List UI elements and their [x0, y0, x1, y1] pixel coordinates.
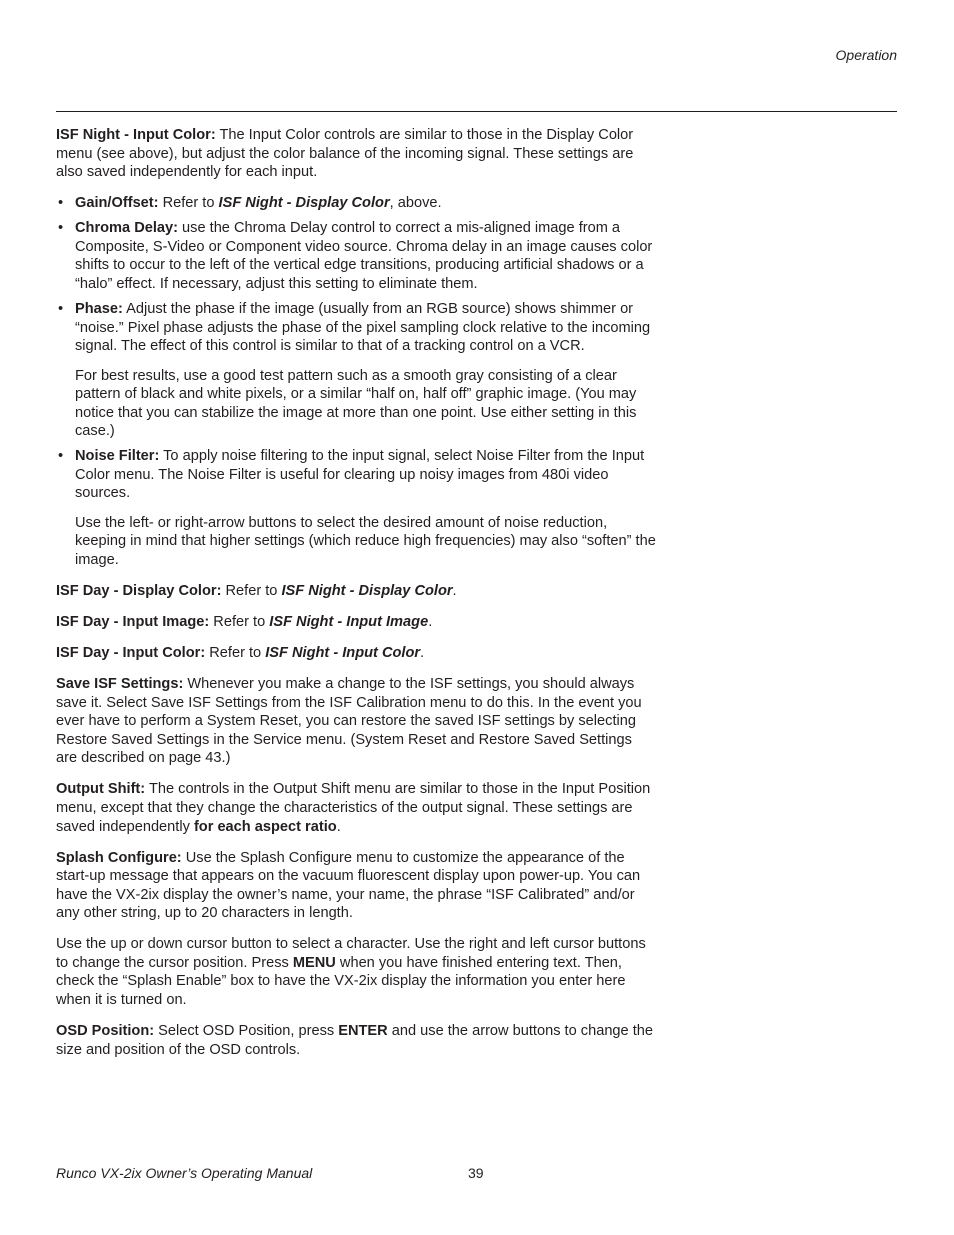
bullet-gain-offset	[56, 194, 656, 213]
footer-manual-title: Runco VX-2ix Owner’s Operating Manual	[56, 1165, 313, 1181]
running-header-section: Operation	[835, 47, 897, 63]
bullet-phase	[56, 300, 656, 441]
osd-position-post: and use the arrow buttons to change the size and position of the OSD controls.	[56, 1023, 654, 1058]
chroma-delay-text: use the Chroma Delay control to correct a mis-aligned image from a Composite, S-Video or Component video source. Chroma delay in an image causes color shifts to occur to the left of the vertical edge transitions, producing artificial shadows or a “halo” effect. If necessary, adjust this setting to eliminate them.	[75, 220, 653, 292]
menu-key-label: MENU	[292, 954, 336, 971]
isf-day-display-color-label: ISF Day - Display Color:	[56, 583, 222, 600]
splash-configure-paragraph	[56, 849, 656, 923]
enter-key-label: ENTER	[338, 1023, 388, 1040]
isf-day-input-color-paragraph	[56, 644, 656, 663]
isf-day-input-image-reference: ISF Night - Input Image	[269, 614, 429, 630]
bullet-chroma-delay	[56, 219, 656, 293]
isf-day-input-color-text: Refer to	[205, 644, 266, 661]
isf-day-input-image-label: ISF Day - Input Image:	[56, 614, 210, 630]
save-isf-settings-label: Save ISF Settings:	[56, 675, 184, 692]
gain-offset-label: Gain/Offset:	[75, 195, 159, 212]
isf-night-input-color-label: ISF Night - Input Color:	[56, 127, 216, 143]
phase-text: Adjust the phase if the image (usually from an RGB source) shows shimmer or “noise.” Pixel phase adjusts the phase of the pixel sampling clock relative to the incoming signal. The effect of this control is similar to that of a tracking control on a VCR.	[75, 300, 651, 355]
noise-filter-sub-paragraph: Use the left- or right-arrow buttons to select the desired amount of noise reduction, keeping in mind that higher settings (which reduce high frequencies) may also “soften” the image.	[75, 514, 656, 569]
input-color-bullet-list	[56, 194, 656, 569]
osd-position-label: OSD Position:	[56, 1023, 155, 1040]
bullet-noise-filter	[56, 447, 656, 569]
noise-filter-label: Noise Filter:	[75, 448, 160, 465]
splash-cursor-post: when you have finished entering text. Then, check the “Splash Enable” box to have the VX-2ix display the information you enter here when it is turned on.	[56, 954, 626, 1009]
splash-cursor-paragraph	[56, 935, 656, 1009]
gain-offset-reference: ISF Night - Display Color	[218, 195, 390, 212]
footer-page-number: 39	[468, 1165, 484, 1181]
isf-day-display-color-post: .	[452, 583, 457, 600]
isf-day-input-color-post: .	[420, 644, 425, 661]
gain-offset-text: Refer to	[158, 195, 219, 212]
output-shift-label: Output Shift:	[56, 781, 146, 798]
splash-configure-text: Use the Splash Configure menu to customize the appearance of the start-up message that appears on the vacuum fluorescent display upon power-up. You can have the VX-2ix display the owner’s name, your name, the phrase “ISF Calibrated” and/or any other string, up to 20 characters in length.	[56, 849, 641, 922]
noise-filter-text: To apply noise filtering to the input signal, select Noise Filter from the Input Color menu. The Noise Filter is useful for clearing up noisy images from 480i video sources.	[75, 448, 645, 502]
isf-day-input-image-text: Refer to	[209, 614, 270, 630]
gain-offset-post: , above.	[389, 195, 442, 212]
isf-night-input-color-text: The Input Color controls are similar to those in the Display Color menu (see above), but adjust the color balance of the incoming signal. These settings are also saved independently for each input.	[56, 127, 634, 181]
page-body	[56, 126, 656, 1072]
chroma-delay-label: Chroma Delay:	[75, 220, 178, 237]
phase-sub-paragraph: For best results, use a good test pattern such as a smooth gray consisting of a clear pattern of black and white pixels, or a similar “half on, half off” graphic image. (You may notice that you can stabilize the image at more than one point. Use either setting in this case.)	[75, 367, 637, 440]
phase-label: Phase:	[75, 300, 123, 317]
save-isf-settings-text: Whenever you make a change to the ISF settings, you should always save it. Select Save ISF Settings from the ISF Calibration menu to do this. In the event you ever have to perform a System Reset, you can restore the saved ISF settings by selecting Restore Saved Settings in the Service menu. (System Reset and Restore Saved Settings are described on page 43.)	[56, 675, 642, 767]
osd-position-text: Select OSD Position, press	[154, 1023, 339, 1040]
output-shift-emphasis: for each aspect ratio	[193, 818, 337, 835]
isf-day-input-color-reference: ISF Night - Input Color	[265, 644, 421, 661]
isf-day-display-color-paragraph	[56, 582, 656, 601]
isf-day-display-color-text: Refer to	[221, 583, 282, 600]
osd-position-paragraph	[56, 1022, 656, 1059]
save-isf-settings-paragraph	[56, 675, 656, 768]
splash-cursor-text: Use the up or down cursor button to select a character. Use the right and left cursor buttons to change the cursor position. Press	[56, 936, 646, 971]
output-shift-post: .	[336, 818, 341, 835]
isf-day-display-color-reference: ISF Night - Display Color	[281, 583, 453, 600]
output-shift-text: The controls in the Output Shift menu are similar to those in the Input Position menu, except that they change the characteristics of the output signal. These settings are saved independently	[56, 781, 651, 835]
splash-configure-label: Splash Configure:	[56, 849, 182, 866]
header-rule	[56, 111, 897, 112]
isf-day-input-image-post: .	[428, 614, 433, 630]
isf-night-input-color-paragraph	[56, 126, 656, 182]
isf-day-input-image-paragraph	[56, 613, 656, 632]
output-shift-paragraph	[56, 780, 656, 836]
isf-day-input-color-label: ISF Day - Input Color:	[56, 644, 206, 661]
